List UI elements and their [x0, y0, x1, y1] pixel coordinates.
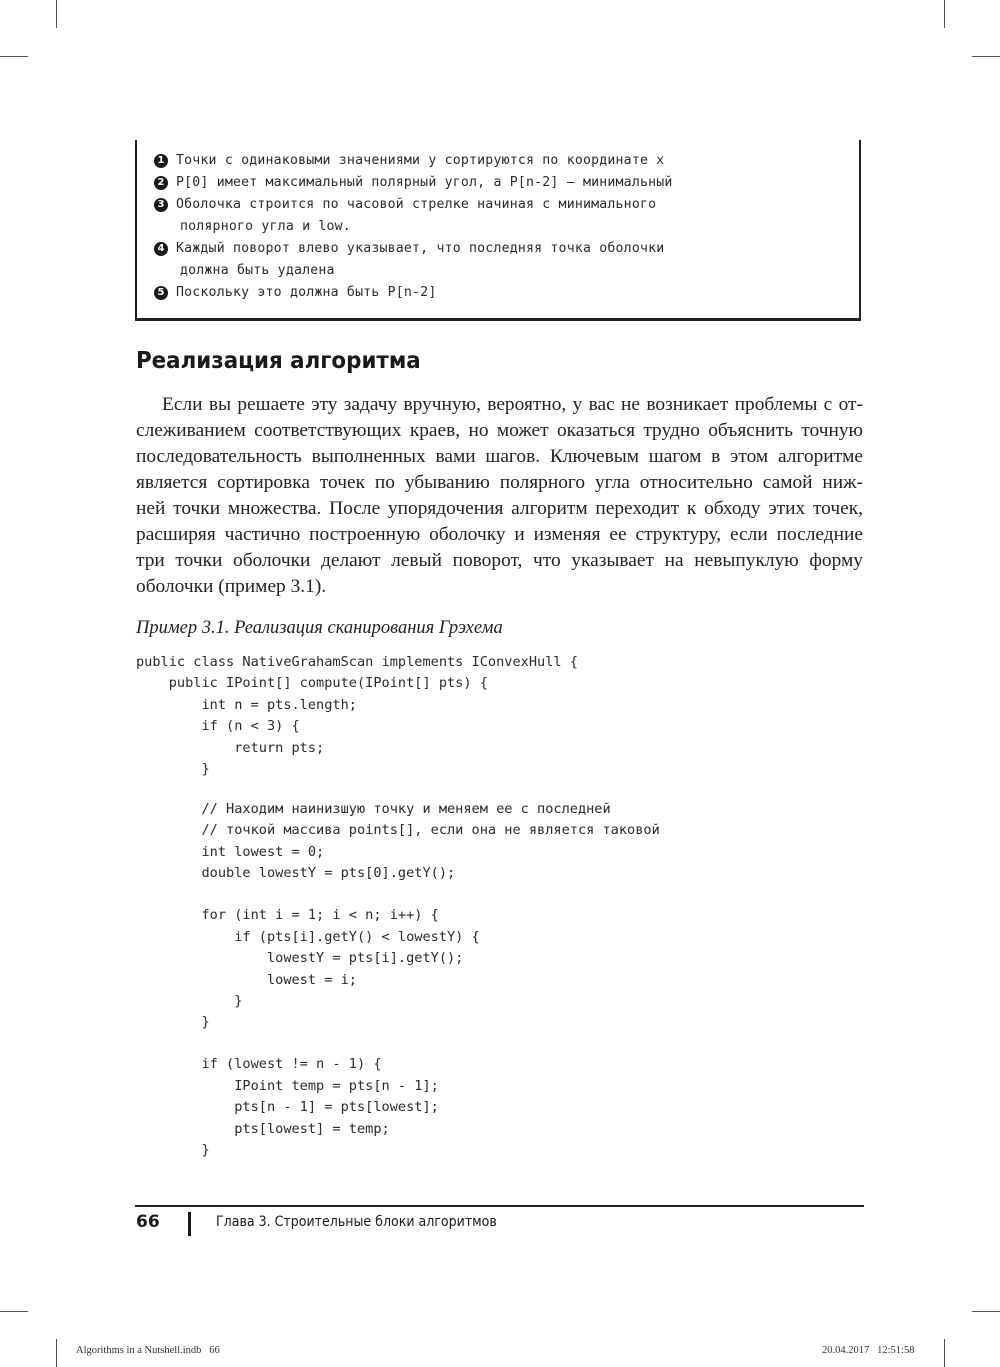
code-line: lowest = i;: [136, 972, 357, 988]
crop-mark: [0, 56, 28, 57]
callout-item: [154, 153, 664, 168]
section-title: Реализация алгоритма: [136, 348, 421, 374]
code-line: // точкой массива points[], если она не является таковой: [136, 822, 660, 838]
code-line: for (int i = 1; i < n; i++) {: [136, 907, 439, 923]
callout-text: полярного угла и low.: [180, 219, 351, 234]
paragraph-line: оболочки (пример 3.1).: [136, 576, 327, 597]
crop-mark: [944, 0, 945, 28]
callout-number-icon: 2: [154, 176, 168, 190]
callout-number-icon: 4: [154, 242, 168, 256]
callout-number-icon: 1: [154, 154, 168, 168]
code-line: int n = pts.length;: [136, 697, 357, 713]
paragraph-line: является сортировка точек по убыванию полярного угла относительно самой ниж-: [136, 472, 863, 493]
chapter-title: Глава 3. Строительные блоки алгоритмов: [216, 1214, 497, 1230]
callout-item: [154, 175, 673, 190]
page-number: 66: [136, 1212, 160, 1232]
crop-mark: [0, 1311, 28, 1312]
example-caption: Пример 3.1. Реализация сканирования Грэхема: [136, 618, 503, 638]
callout-item: [154, 197, 656, 212]
paragraph-line: последовательность выполненных вами шагов. Ключевым шагом в этом алгоритме: [136, 446, 863, 467]
crop-mark: [944, 1339, 945, 1367]
paragraph-line: три точки оболочки делают левый поворот, что указывает на невыпуклую форму: [136, 550, 863, 571]
code-line: public IPoint[] compute(IPoint[] pts) {: [136, 675, 488, 691]
code-line: if (lowest != n - 1) {: [136, 1056, 382, 1072]
code-line: pts[n - 1] = pts[lowest];: [136, 1099, 439, 1115]
callout-item: [154, 285, 436, 300]
paragraph-line: ней точки множества. После упорядочения алгоритм переходит к обходу этих точек,: [136, 498, 863, 519]
paragraph-line: Если вы решаете эту задачу вручную, вероятно, у вас не возникает проблемы с от-: [162, 394, 863, 415]
crop-mark: [56, 0, 57, 28]
footer-rule: [135, 1205, 864, 1207]
paragraph-line: слеживанием соответствующих краев, но может оказаться трудно объяснить точную: [136, 420, 863, 441]
callout-text: Поскольку это должна быть P[n-2]: [176, 285, 437, 300]
code-line: }: [136, 1014, 210, 1030]
callout-item: [154, 263, 335, 278]
paragraph-line: расширяя частично построенную оболочку и изменяя ее структуру, если последние: [136, 524, 863, 545]
callout-text: должна быть удалена: [180, 263, 335, 278]
code-line: IPoint temp = pts[n - 1];: [136, 1078, 439, 1094]
footer-divider: [188, 1212, 191, 1236]
callout-text: Оболочка строится по часовой стрелке начиная с минимального: [176, 197, 657, 212]
callout-item: [154, 241, 664, 256]
code-line: }: [136, 1142, 210, 1158]
code-line: pts[lowest] = temp;: [136, 1121, 390, 1137]
code-line: return pts;: [136, 740, 325, 756]
code-line: if (pts[i].getY() < lowestY) {: [136, 929, 480, 945]
crop-mark: [972, 1311, 1000, 1312]
print-slug-date: 20.04.2017 12:51:58: [822, 1345, 915, 1356]
crop-mark: [972, 56, 1000, 57]
callout-item: [154, 219, 351, 234]
callout-number-icon: 5: [154, 286, 168, 300]
code-line: }: [136, 993, 243, 1009]
code-line: }: [136, 761, 210, 777]
callout-number-icon: 3: [154, 198, 168, 212]
callout-text: P[0] имеет максимальный полярный угол, а P[n-2] — минимальный: [176, 175, 673, 190]
code-line: lowestY = pts[i].getY();: [136, 950, 464, 966]
print-slug-file: Algorithms in a Nutshell.indb 66: [76, 1345, 220, 1356]
code-line: double lowestY = pts[0].getY();: [136, 865, 456, 881]
body-paragraph: [136, 392, 863, 600]
code-line: if (n < 3) {: [136, 718, 300, 734]
code-line: // Находим наинизшую точку и меняем ее с последней: [136, 801, 611, 817]
code-line: public class NativeGrahamScan implements IConvexHull {: [136, 654, 578, 670]
crop-mark: [56, 1339, 57, 1367]
callout-text: Точки с одинаковыми значениями y сортируются по координате x: [176, 153, 665, 168]
code-line: int lowest = 0;: [136, 844, 325, 860]
callout-text: Каждый поворот влево указывает, что последняя точка оболочки: [176, 241, 665, 256]
